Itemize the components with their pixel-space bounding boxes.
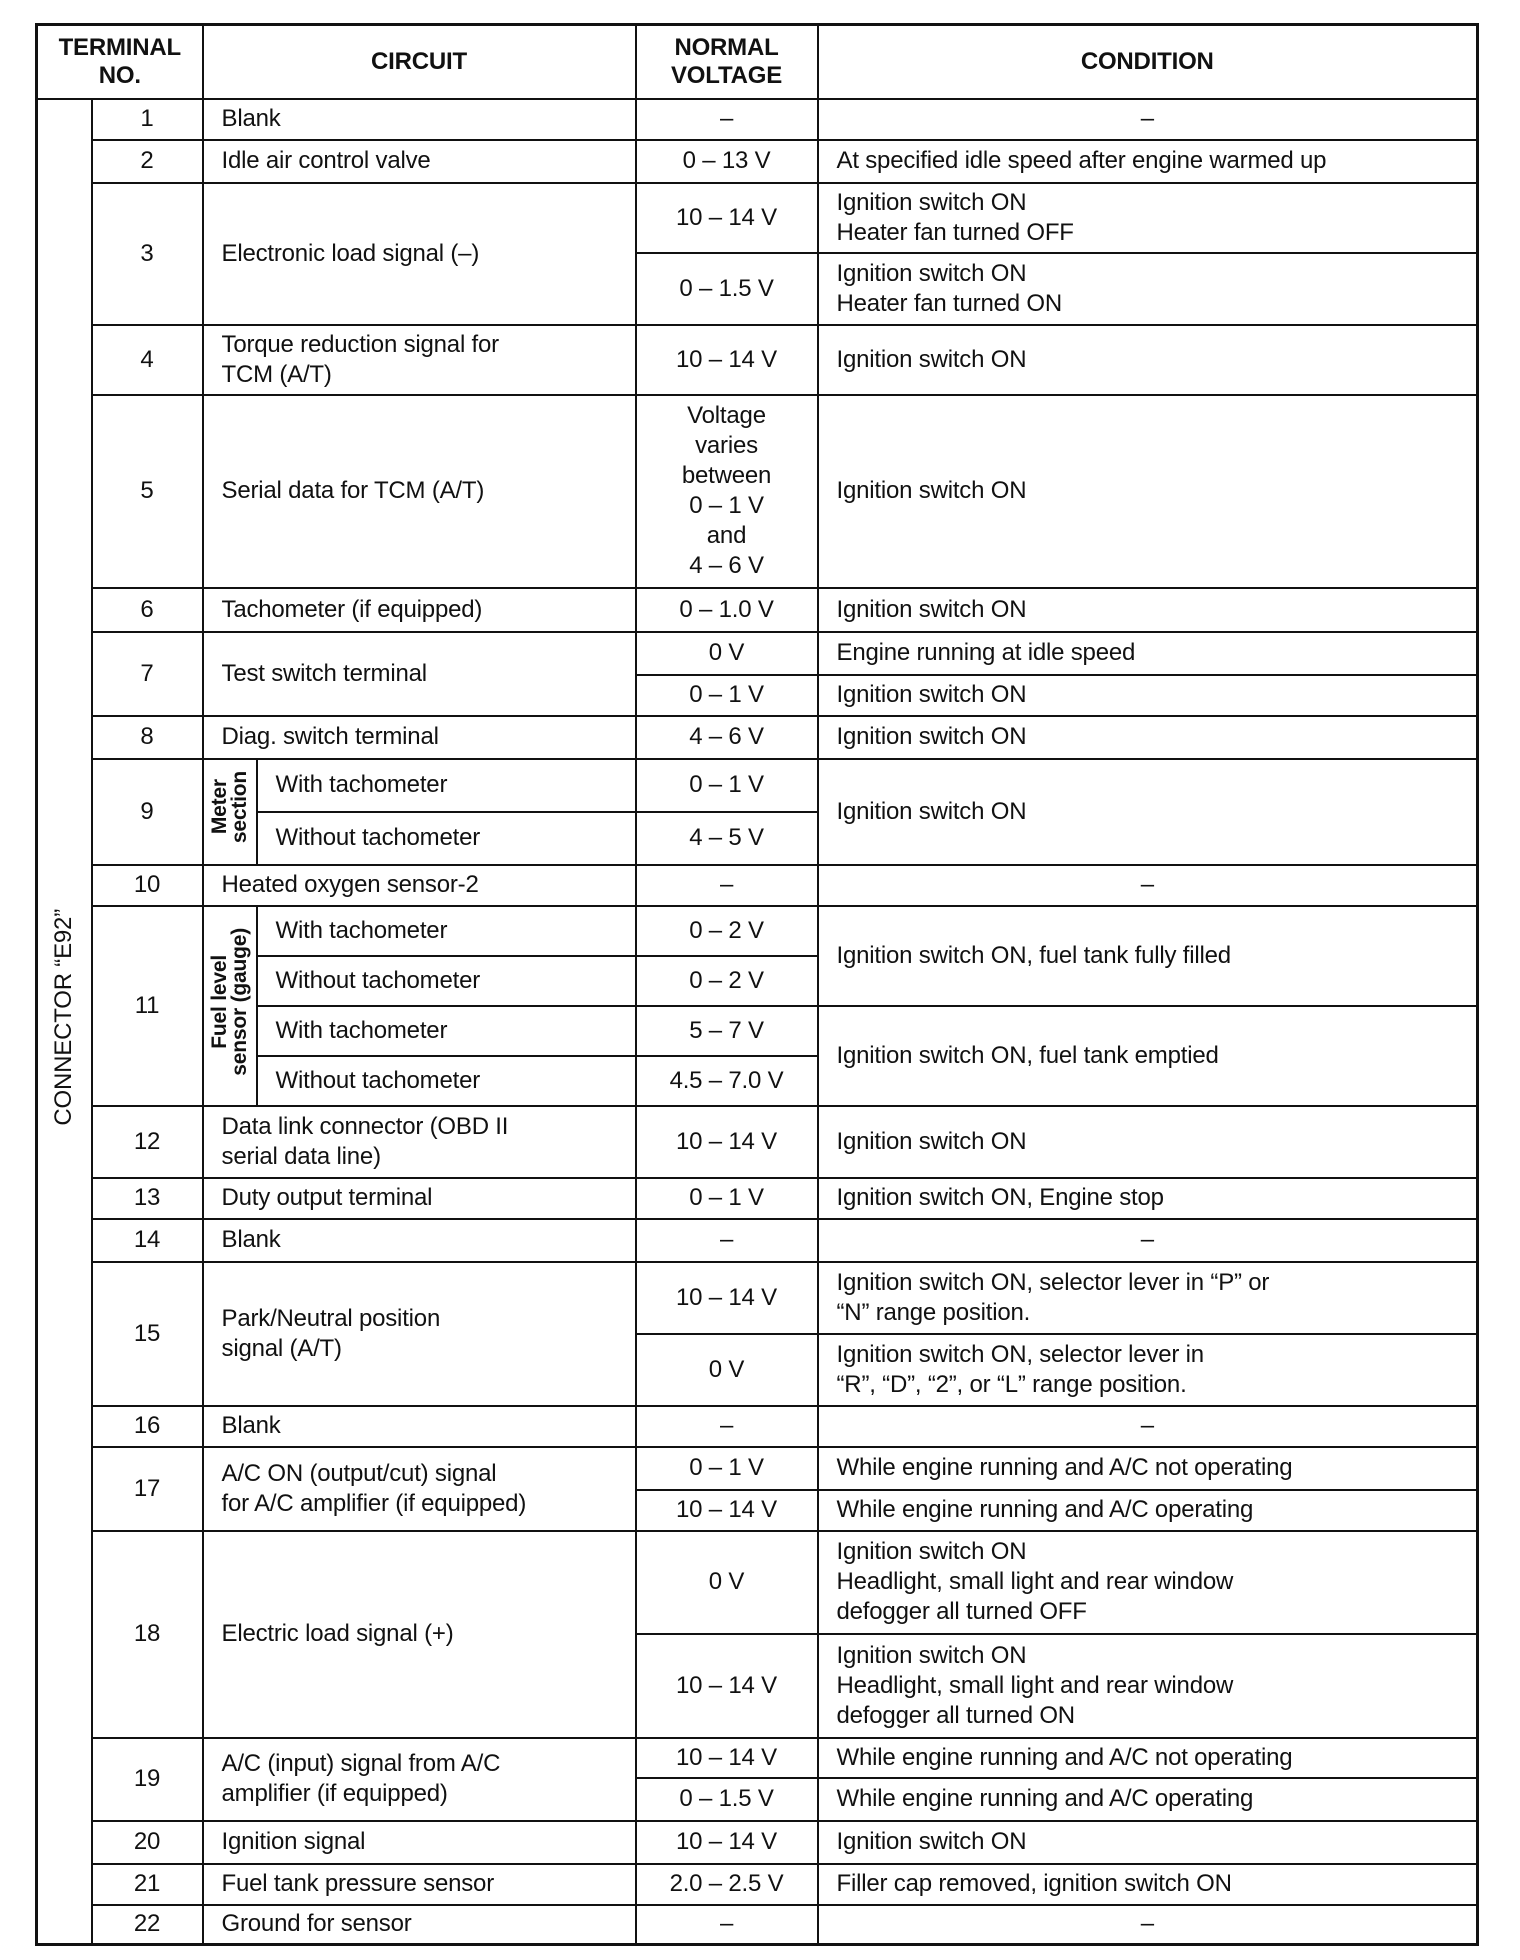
terminal-number: 16 [92, 1406, 203, 1447]
terminal-voltage-table [35, 23, 1479, 1946]
table-row [37, 140, 1478, 183]
table-row [37, 1178, 1478, 1219]
terminal-number: 19 [92, 1738, 203, 1821]
normal-voltage: 0 – 1 V [636, 675, 818, 716]
table-row [37, 1821, 1478, 1864]
normal-voltage: 0 V [636, 1531, 818, 1634]
section-label-text: Fuel level sensor (gauge) [207, 927, 251, 1076]
condition: Ignition switch ON [818, 759, 1478, 865]
circuit-name: Electric load signal (+) [203, 1531, 636, 1738]
circuit-name: Torque reduction signal for TCM (A/T) [203, 325, 636, 395]
terminal-number: 9 [92, 759, 203, 865]
condition: Ignition switch ON, selector lever in “P” or “N” range position. [818, 1262, 1478, 1334]
table-row [37, 395, 1478, 588]
circuit-name: Park/Neutral position signal (A/T) [203, 1262, 636, 1406]
normal-voltage: 4 – 6 V [636, 716, 818, 759]
table-row [37, 759, 1478, 812]
normal-voltage: 0 – 1.5 V [636, 1778, 818, 1821]
terminal-number: 6 [92, 588, 203, 632]
normal-voltage: 10 – 14 V [636, 1490, 818, 1531]
terminal-number: 17 [92, 1447, 203, 1531]
normal-voltage: 4.5 – 7.0 V [636, 1056, 818, 1106]
circuit-name: Heated oxygen sensor-2 [203, 865, 636, 906]
normal-voltage: – [636, 99, 818, 140]
table-row [37, 1262, 1478, 1334]
circuit-name: Electronic load signal (–) [203, 183, 636, 325]
normal-voltage: Voltage varies between 0 – 1 V and 4 – 6 V [636, 395, 818, 588]
terminal-number: 3 [92, 183, 203, 325]
normal-voltage: 0 – 1 V [636, 1178, 818, 1219]
condition: While engine running and A/C not operating [818, 1447, 1478, 1490]
condition: – [818, 865, 1478, 906]
circuit-variant: With tachometer [257, 1006, 636, 1056]
circuit-name: Ignition signal [203, 1821, 636, 1864]
terminal-number: 15 [92, 1262, 203, 1406]
normal-voltage: 0 – 13 V [636, 140, 818, 183]
condition: Ignition switch ON, selector lever in “R”, “D”, “2”, or “L” range position. [818, 1334, 1478, 1406]
section-label [203, 906, 257, 1106]
condition: – [818, 1406, 1478, 1447]
normal-voltage: 0 – 1 V [636, 759, 818, 812]
condition: Ignition switch ON [818, 395, 1478, 588]
section-label [203, 759, 257, 865]
header-circuit: CIRCUIT [203, 25, 636, 99]
normal-voltage: – [636, 1905, 818, 1945]
terminal-number: 12 [92, 1106, 203, 1178]
table-row [37, 1106, 1478, 1178]
normal-voltage: 0 – 1.5 V [636, 253, 818, 325]
terminal-number: 1 [92, 99, 203, 140]
circuit-variant: Without tachometer [257, 812, 636, 865]
condition: At specified idle speed after engine warmed up [818, 140, 1478, 183]
table-row [37, 1738, 1478, 1778]
normal-voltage: 4 – 5 V [636, 812, 818, 865]
condition: While engine running and A/C operating [818, 1778, 1478, 1821]
condition: Ignition switch ON Heater fan turned ON [818, 253, 1478, 325]
circuit-name: Fuel tank pressure sensor [203, 1864, 636, 1905]
normal-voltage: 10 – 14 V [636, 325, 818, 395]
condition: Ignition switch ON Headlight, small light and rear window defogger all turned ON [818, 1634, 1478, 1738]
table-row [37, 632, 1478, 675]
normal-voltage: – [636, 1406, 818, 1447]
condition: While engine running and A/C not operating [818, 1738, 1478, 1778]
condition: Ignition switch ON [818, 325, 1478, 395]
terminal-number: 7 [92, 632, 203, 716]
normal-voltage: 0 – 2 V [636, 956, 818, 1006]
normal-voltage: 10 – 14 V [636, 183, 818, 253]
normal-voltage: 10 – 14 V [636, 1738, 818, 1778]
connector-label-text: CONNECTOR “E92” [50, 908, 78, 1126]
circuit-name: Data link connector (OBD II serial data line) [203, 1106, 636, 1178]
terminal-number: 5 [92, 395, 203, 588]
circuit-name: A/C (input) signal from A/C amplifier (if equipped) [203, 1738, 636, 1821]
normal-voltage: 10 – 14 V [636, 1821, 818, 1864]
table-row [37, 1447, 1478, 1490]
condition: While engine running and A/C operating [818, 1490, 1478, 1531]
condition: Ignition switch ON [818, 675, 1478, 716]
normal-voltage: 0 V [636, 632, 818, 675]
condition: Ignition switch ON [818, 588, 1478, 632]
condition: Ignition switch ON [818, 716, 1478, 759]
header-terminal-no: TERMINAL NO. [37, 25, 203, 99]
circuit-name: Serial data for TCM (A/T) [203, 395, 636, 588]
table-row [37, 99, 1478, 140]
normal-voltage: 0 V [636, 1334, 818, 1406]
table-row [37, 1219, 1478, 1262]
normal-voltage: 10 – 14 V [636, 1634, 818, 1738]
condition: – [818, 1219, 1478, 1262]
table-row [37, 325, 1478, 395]
table-row [37, 1531, 1478, 1634]
normal-voltage: 2.0 – 2.5 V [636, 1864, 818, 1905]
condition: Filler cap removed, ignition switch ON [818, 1864, 1478, 1905]
section-label-text: Meter section [207, 771, 251, 844]
table-row [37, 183, 1478, 253]
normal-voltage: 0 – 1.0 V [636, 588, 818, 632]
connector-label [37, 99, 92, 1945]
terminal-number: 11 [92, 906, 203, 1106]
circuit-name: Test switch terminal [203, 632, 636, 716]
terminal-number: 13 [92, 1178, 203, 1219]
condition: Ignition switch ON, fuel tank fully filled [818, 906, 1478, 1006]
normal-voltage: 5 – 7 V [636, 1006, 818, 1056]
condition: Ignition switch ON Headlight, small light and rear window defogger all turned OFF [818, 1531, 1478, 1634]
condition: Ignition switch ON Heater fan turned OFF [818, 183, 1478, 253]
table-row [37, 865, 1478, 906]
condition: – [818, 99, 1478, 140]
circuit-name: Ground for sensor [203, 1905, 636, 1945]
terminal-number: 10 [92, 865, 203, 906]
circuit-name: Blank [203, 99, 636, 140]
normal-voltage: 0 – 1 V [636, 1447, 818, 1490]
header-normal-voltage: NORMAL VOLTAGE [636, 25, 818, 99]
normal-voltage: 10 – 14 V [636, 1262, 818, 1334]
condition: Ignition switch ON, Engine stop [818, 1178, 1478, 1219]
table-body [37, 99, 1478, 1945]
terminal-number: 21 [92, 1864, 203, 1905]
circuit-name: Idle air control valve [203, 140, 636, 183]
normal-voltage: – [636, 1219, 818, 1262]
table-row [37, 906, 1478, 956]
circuit-name: Blank [203, 1406, 636, 1447]
circuit-name: Duty output terminal [203, 1178, 636, 1219]
circuit-name: Diag. switch terminal [203, 716, 636, 759]
table-row [37, 588, 1478, 632]
circuit-variant: Without tachometer [257, 1056, 636, 1106]
circuit-variant: Without tachometer [257, 956, 636, 1006]
condition: Ignition switch ON [818, 1106, 1478, 1178]
circuit-variant: With tachometer [257, 906, 636, 956]
terminal-number: 8 [92, 716, 203, 759]
terminal-number: 18 [92, 1531, 203, 1738]
terminal-number: 20 [92, 1821, 203, 1864]
terminal-number: 4 [92, 325, 203, 395]
terminal-number: 2 [92, 140, 203, 183]
table-row [37, 1406, 1478, 1447]
table-row [37, 1905, 1478, 1945]
circuit-name: Tachometer (if equipped) [203, 588, 636, 632]
condition: Ignition switch ON [818, 1821, 1478, 1864]
condition: Engine running at idle speed [818, 632, 1478, 675]
circuit-name: A/C ON (output/cut) signal for A/C amplifier (if equipped) [203, 1447, 636, 1531]
normal-voltage: 10 – 14 V [636, 1106, 818, 1178]
terminal-number: 22 [92, 1905, 203, 1945]
condition: – [818, 1905, 1478, 1945]
circuit-name: Blank [203, 1219, 636, 1262]
normal-voltage: – [636, 865, 818, 906]
table-row [37, 716, 1478, 759]
normal-voltage: 0 – 2 V [636, 906, 818, 956]
circuit-variant: With tachometer [257, 759, 636, 812]
table-row [37, 1864, 1478, 1905]
header-condition: CONDITION [818, 25, 1478, 99]
terminal-number: 14 [92, 1219, 203, 1262]
condition: Ignition switch ON, fuel tank emptied [818, 1006, 1478, 1106]
